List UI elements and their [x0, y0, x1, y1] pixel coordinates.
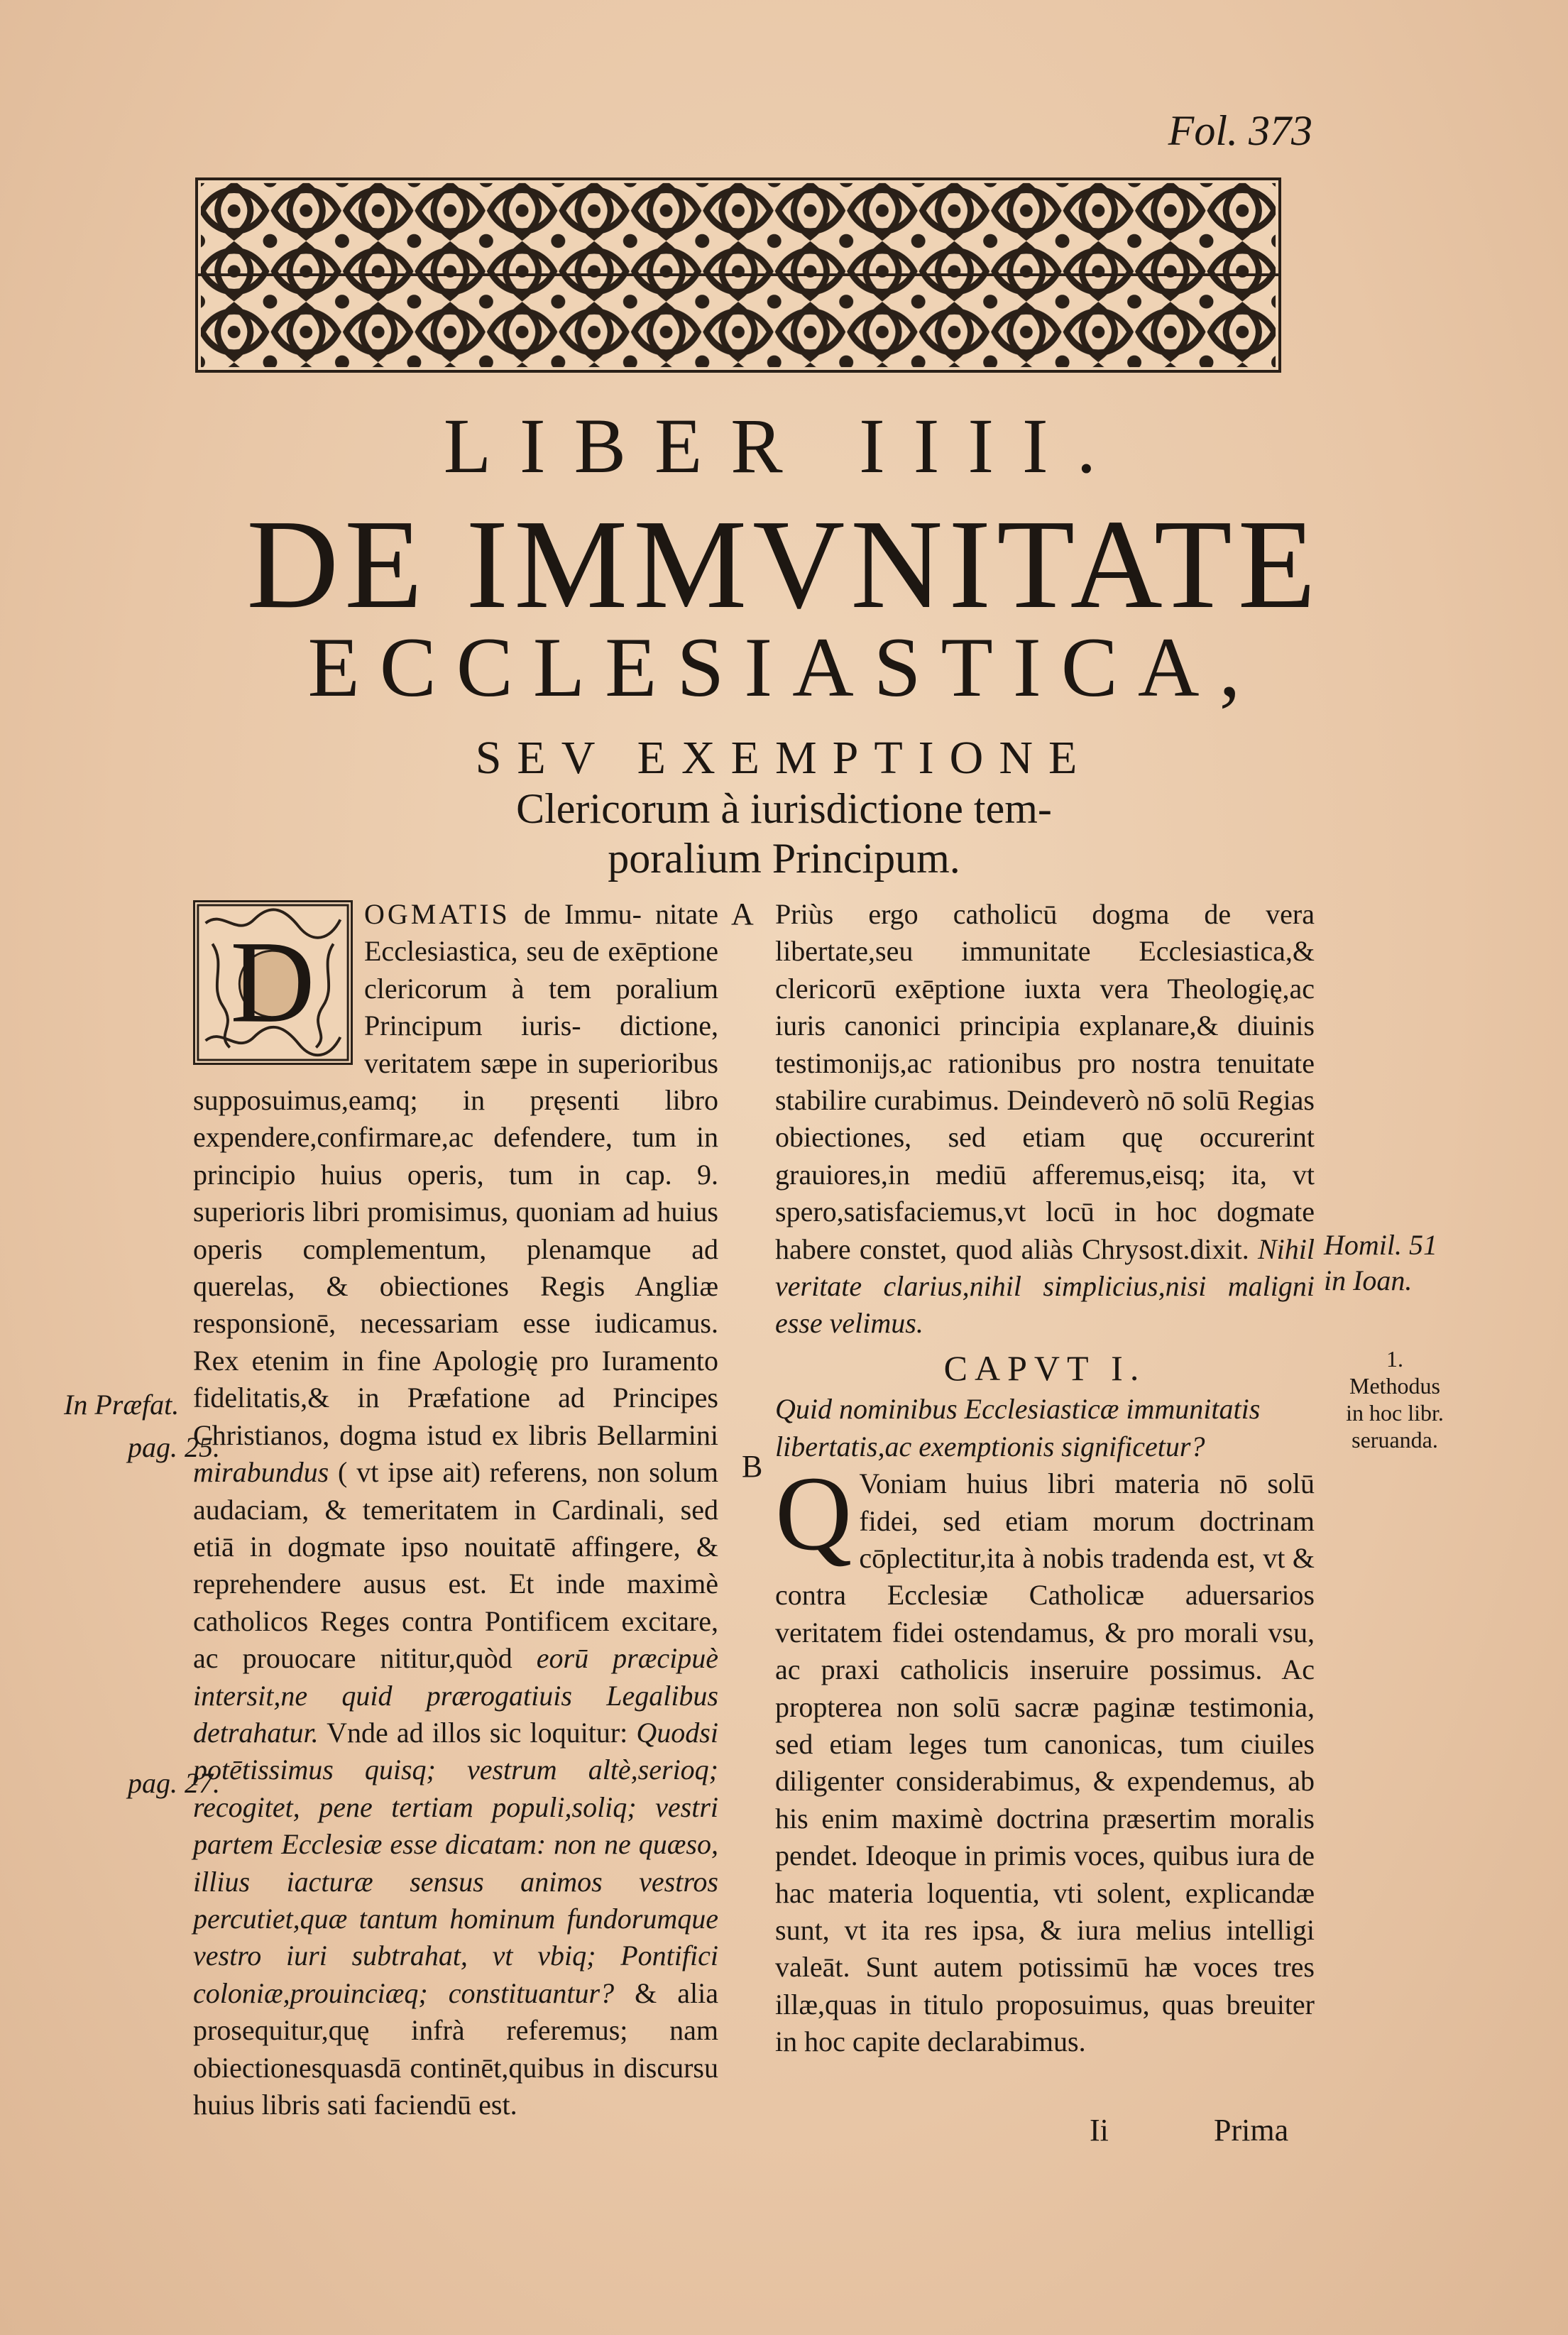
- section-letter-a: A: [731, 897, 754, 931]
- right-quote-chrysostom: Nihil veritate clarius,nihil simplicius,nisi maligni esse velimus.: [775, 1232, 1315, 1340]
- left-paragraph-main: superioribus supposuimus,eamq; in pręsenti libro expendere,confirmare,ac defendere, tum in principio huius operis, tum in cap. 9. superioris libri promisimus, quoniam ad huius operis complementum, plenamque ad querelas, & obiectiones Regis Angliæ responsionē, necessariam esse iudicamus. Rex etenim in fine Apologię pro Iuramento fidelitatis,& in Præfatione ad Principes Christianos, dogma istud ex libris Bellarmini: [193, 1046, 718, 1451]
- left-quote-praerogatiuis: eorū præcipuè intersit,ne quid prærogatiuis Legalibus detrahatur.: [193, 1642, 719, 1749]
- caput-heading: CAPVT I.: [943, 1347, 1146, 1388]
- signature-mark: Ii: [1090, 2113, 1109, 2148]
- caput-text: Voniam huius libri materia nō solū fidei, sed etiam morum doctrinam cōplectitur,ita à nobis tradenda est, vt & contra Ecclesiæ Catholicæ aduersarios veritatem fidei ostendamus, & pro morali vsu, ac praxi catholicis inseruire possimus. Ac propterea non solū sacræ paginæ testimonia, sed etiam leges tum canonicas, tum ciuiles diligenter considerabimus, & expendemus, ab his enim maximè doctrina præsertim moralis pendet. Ideoque in primis voces, quibus iura de hac materia loquentia, vti solent, explicandæ sunt, vt ita res ipsa, & iura melius intelligi valeāt. Sunt autem potissimū hæ voces tres illæ,quas in titulo proposuimus, quas breuiter in hoc capite declarabimus.: [775, 1467, 1315, 2058]
- sub-title: ECCLESIASTICA,: [307, 620, 1261, 714]
- folio-number: Fol. 373: [1168, 107, 1312, 154]
- left-quote-quodsi: Quodsi potētissimus quisq; vestrum altè,serioq; recogitet, pene tertiam populi,soliq; vestri partem Ecclesiæ esse dicatam: non ne quæso, illius iacturæ sensus animos vestros percutiet,quæ tantum hominum fundorumque vestro iuri subtrahat, vt vbiq; Pontifici coloniæ,prouinciæq; constituantur?: [193, 1716, 718, 2009]
- opening-word: OGMATIS: [364, 898, 510, 930]
- method-line-3: seruanda.: [1352, 1427, 1438, 1453]
- subtitle-clericorum: Clericorum à iurisdictione tem-: [516, 785, 1052, 832]
- right-column: [775, 896, 1315, 2061]
- section-letter-b: B: [742, 1449, 763, 1484]
- right-intro: Priùs ergo catholicū dogma de vera libertate,seu immunitate Ecclesiastica,& clericorū exēptione iuxta vera Theologię,ac iuris canonici principia explanare,& diuinis testimonijs,ac rationibus pro nostra tenuitate stabilire curabimus. Deindeverò nō solū Regias obiectiones, sed etiam quę occurerint grauiores,in mediū afferemus,eisq; ita, vt spero,satisfaciemus,vt locū in hoc dogmate habere constet, quod aliàs Chrysost.dixit.: [775, 898, 1315, 1265]
- margin-note-pag25: pag. 25.: [128, 1431, 220, 1463]
- margin-note-methodus: [1313, 1345, 1476, 1453]
- catchword: Prima: [1214, 2113, 1289, 2148]
- left-column: [193, 896, 718, 2123]
- left-line-5: dictione, veritatem sæpe in: [364, 1010, 719, 1079]
- method-line-2: in hoc libr.: [1346, 1400, 1444, 1426]
- margin-note-homil: Homil. 51: [1324, 1229, 1437, 1261]
- caput-initial: Q: [775, 1455, 852, 1573]
- initial-letter: D: [230, 917, 315, 1047]
- left-paragraph-cont: ( vt ipse ait) referens, non solum audaciam, & temeritatem in Cardinali, sed etiā in dogmate ipso nouitatē affingere, & reprehendere ausus est. Et inde maximè catholicos Reges contra Pontificem excitare, ac prouocare nititur,quòd: [193, 1456, 719, 1675]
- margin-note-in-praefat: In Præfat.: [64, 1389, 180, 1421]
- caput-subtitle: Quid nominibus Ecclesiasticæ immunitatis libertatis,ac exemptionis significetur?: [775, 1393, 1261, 1462]
- method-line-1: Methodus: [1349, 1373, 1440, 1399]
- left-line-4: poralium Principum iuris-: [364, 972, 718, 1042]
- margin-note-pag27: pag. 27.: [128, 1767, 220, 1799]
- subtitle-seu: SEV EXEMPTIONE: [475, 732, 1093, 784]
- book-number-title: LIBER IIII.: [443, 403, 1125, 489]
- decorated-initial: [193, 900, 353, 1065]
- left-line-3: exēptione clericorum à tem: [364, 935, 719, 1005]
- left-paragraph-end: & alia prosequitur,quę infrà referemus; nam obiectionesquasdā continēt,quibus in discursu huius libris sati faciendū est.: [193, 1976, 718, 2121]
- left-vnde: Vnde ad illos sic loquitur:: [327, 1716, 628, 1749]
- main-title: DE IMMVNITATE: [246, 493, 1322, 635]
- margin-note-in-ioan: in Ioan.: [1324, 1264, 1413, 1296]
- left-line-2: nitate Ecclesiastica, seu de: [364, 898, 719, 968]
- method-number: 1.: [1386, 1346, 1403, 1372]
- left-line-1: de Immu-: [524, 898, 642, 930]
- subtitle-poralium: poralium Principum.: [608, 835, 960, 882]
- headpiece-ornament: [195, 177, 1281, 373]
- left-mirabundus: mirabundus: [193, 1456, 329, 1489]
